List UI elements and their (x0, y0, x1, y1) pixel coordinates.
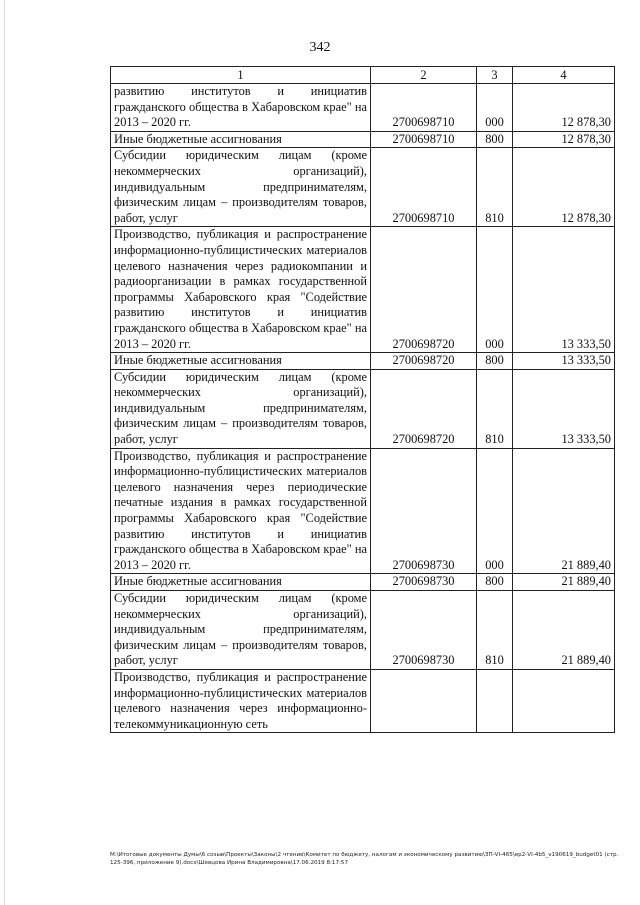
table-row (111, 669, 615, 732)
row-amount: 12 878,30 (513, 131, 615, 148)
row-target-code: 2700698720 (371, 227, 477, 353)
row-expense-type (477, 669, 513, 732)
row-amount: 21 889,40 (513, 591, 615, 670)
row-name: Субсидии юридическим лицам (кроме некоммерческих организаций), индивидуальным предпринимателям, физическим лицам – производителям товаров, работ, услуг (111, 591, 371, 670)
row-target-code: 2700698730 (371, 591, 477, 670)
row-target-code: 2700698710 (371, 131, 477, 148)
row-name: Иные бюджетные ассигнования (111, 353, 371, 370)
table-row (111, 131, 615, 148)
header-col-2: 2 (371, 67, 477, 84)
row-amount: 12 878,30 (513, 84, 615, 132)
row-expense-type: 800 (477, 353, 513, 370)
header-col-3: 3 (477, 67, 513, 84)
row-expense-type: 810 (477, 591, 513, 670)
row-amount (513, 669, 615, 732)
table-row (111, 448, 615, 574)
table-row (111, 84, 615, 132)
row-target-code (371, 669, 477, 732)
row-amount: 21 889,40 (513, 574, 615, 591)
header-col-4: 4 (513, 67, 615, 84)
header-col-1: 1 (111, 67, 371, 84)
row-name: Субсидии юридическим лицам (кроме некоммерческих организаций), индивидуальным предпринимателям, физическим лицам – производителям товаров, работ, услуг (111, 148, 371, 227)
document-file-path: M:\Итоговые документы Думы\6 созыв\Проекты\Законы\2 чтение\Комитет по бюджету, налогам и экономическому развитию\ЗП-VI-465\ер2-VI-4b5_v190619_budget01 (стр.125-396, приложение 9).docx\Шевцова Ирина Владимировна\17.06.2019 8:17:57 (110, 852, 619, 866)
table-header-row (111, 67, 615, 84)
table-row (111, 591, 615, 670)
budget-table (110, 66, 615, 733)
table-row (111, 148, 615, 227)
row-target-code: 2700698710 (371, 84, 477, 132)
row-target-code: 2700698720 (371, 369, 477, 448)
row-amount: 13 333,50 (513, 227, 615, 353)
row-expense-type: 000 (477, 227, 513, 353)
table-row (111, 574, 615, 591)
row-name: Субсидии юридическим лицам (кроме некоммерческих организаций), индивидуальным предпринимателям, физическим лицам – производителям товаров, работ, услуг (111, 369, 371, 448)
table-row (111, 353, 615, 370)
row-amount: 13 333,50 (513, 353, 615, 370)
row-expense-type: 800 (477, 131, 513, 148)
row-expense-type: 000 (477, 448, 513, 574)
row-name: Производство, публикация и распространение информационно-публицистических материалов целевого назначения через информационно-телекоммуникационную сеть (111, 669, 371, 732)
row-name: Иные бюджетные ассигнования (111, 574, 371, 591)
row-target-code: 2700698710 (371, 148, 477, 227)
row-name: развитию институтов и инициатив гражданского общества в Хабаровском крае" на 2013 – 2020 гг. (111, 84, 371, 132)
row-expense-type: 810 (477, 369, 513, 448)
row-amount: 21 889,40 (513, 448, 615, 574)
row-expense-type: 000 (477, 84, 513, 132)
table-row (111, 369, 615, 448)
row-target-code: 2700698730 (371, 574, 477, 591)
row-expense-type: 800 (477, 574, 513, 591)
page-edge (4, 0, 5, 905)
row-amount: 12 878,30 (513, 148, 615, 227)
row-name: Производство, публикация и распространение информационно-публицистических материалов целевого назначения через радиокомпании и радиоорганизации в рамках государственной программы Хабаровского края "Содействие развитию институтов и инициатив гражданского общества в Хабаровском крае" на 2013 – 2020 гг. (111, 227, 371, 353)
row-expense-type: 810 (477, 148, 513, 227)
row-target-code: 2700698720 (371, 353, 477, 370)
table-row (111, 227, 615, 353)
row-target-code: 2700698730 (371, 448, 477, 574)
row-name: Иные бюджетные ассигнования (111, 131, 371, 148)
row-name: Производство, публикация и распространение информационно-публицистических материалов целевого назначения через периодические печатные издания в рамках государственной программы Хабаровского края "Содействие развитию институтов и инициатив гражданского общества в Хабаровском крае" на 2013 – 2020 гг. (111, 448, 371, 574)
row-amount: 13 333,50 (513, 369, 615, 448)
page-number: 342 (309, 40, 331, 55)
